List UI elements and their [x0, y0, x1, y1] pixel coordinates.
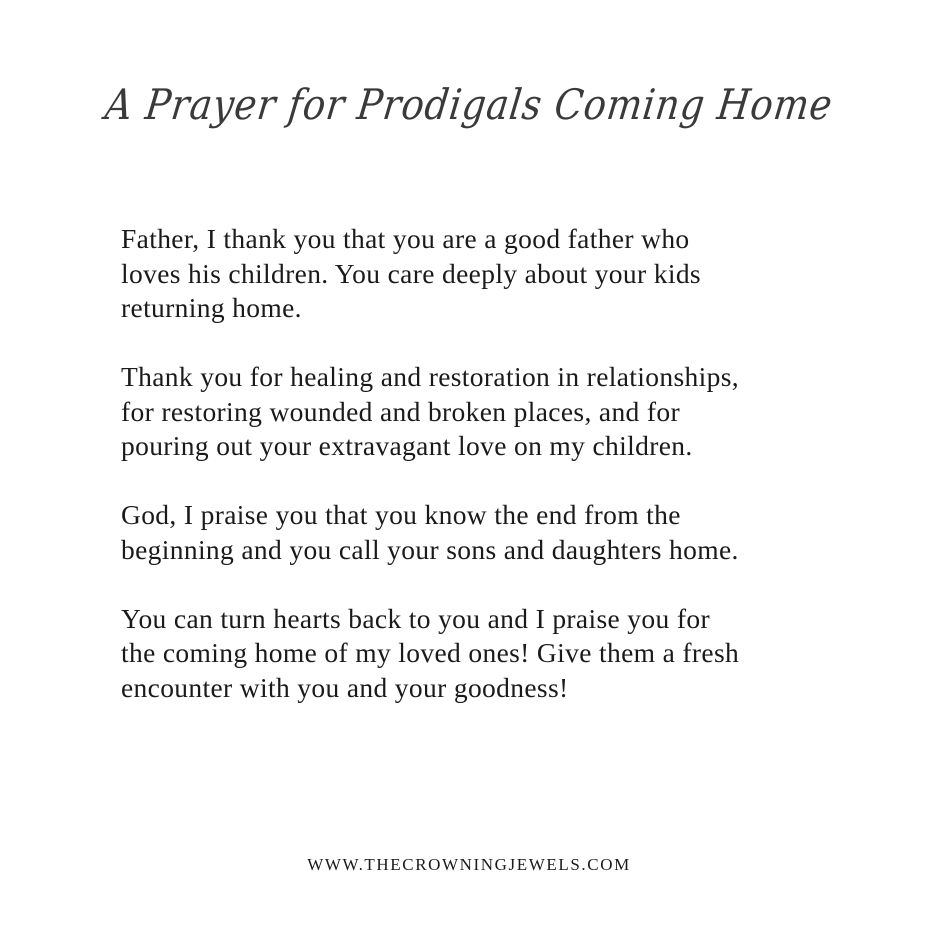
prayer-paragraph-1: Father, I thank you that you are a good father who loves his children. You care deeply about your kids returning home.	[121, 223, 701, 323]
website-url: WWW.THECROWNINGJEWELS.COM	[307, 855, 631, 874]
prayer-paragraph-2: Thank you for healing and restoration in relationships, for restoring wounded and broken places, and for pouring out your extravagant love on my children.	[121, 361, 739, 461]
prayer-body	[121, 222, 841, 740]
page-title: A Prayer for Prodigals Coming Home	[102, 80, 836, 129]
prayer-paragraph-4: You can turn hearts back to you and I praise you for the coming home of my loved ones! Give them a fresh encounter with you and your goodness!	[121, 602, 740, 703]
prayer-paragraph-3: God, I praise you that you know the end from the beginning and you call your sons and daughters home.	[121, 499, 739, 565]
